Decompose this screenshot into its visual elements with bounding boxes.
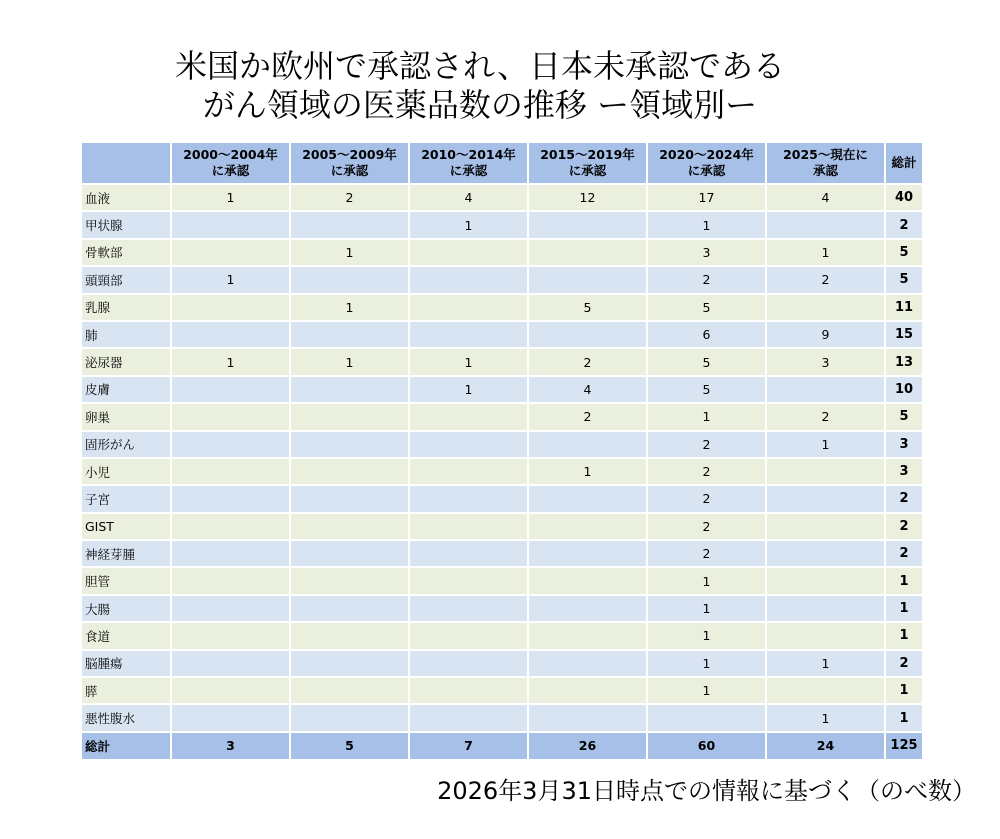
table-row bbox=[82, 459, 922, 486]
count-cell bbox=[529, 678, 648, 705]
table-row bbox=[82, 486, 922, 513]
count-cell: 2 bbox=[648, 486, 767, 513]
row-label: 大腸 bbox=[82, 596, 172, 623]
count-cell bbox=[291, 267, 410, 294]
count-cell bbox=[529, 322, 648, 349]
count-cell: 3 bbox=[648, 240, 767, 267]
total-row bbox=[82, 733, 922, 759]
count-cell bbox=[410, 459, 529, 486]
row-label: 皮膚 bbox=[82, 377, 172, 404]
row-total-cell: 5 bbox=[886, 404, 922, 431]
table-row bbox=[82, 267, 922, 294]
count-cell bbox=[291, 568, 410, 595]
count-cell: 1 bbox=[767, 651, 886, 678]
count-cell bbox=[767, 459, 886, 486]
row-label: 子宮 bbox=[82, 486, 172, 513]
count-cell: 2 bbox=[648, 541, 767, 568]
row-label: 骨軟部 bbox=[82, 240, 172, 267]
count-cell bbox=[172, 623, 291, 650]
row-total-cell: 2 bbox=[886, 514, 922, 541]
count-cell bbox=[291, 322, 410, 349]
count-cell bbox=[172, 541, 291, 568]
count-cell bbox=[410, 568, 529, 595]
row-total-cell: 3 bbox=[886, 459, 922, 486]
count-cell: 1 bbox=[291, 295, 410, 322]
count-cell: 2 bbox=[767, 267, 886, 294]
row-label: 神経芽腫 bbox=[82, 541, 172, 568]
row-label: GIST bbox=[82, 514, 172, 541]
count-cell bbox=[291, 596, 410, 623]
count-cell: 4 bbox=[529, 377, 648, 404]
row-label: 泌尿器 bbox=[82, 349, 172, 376]
count-cell: 1 bbox=[410, 212, 529, 239]
row-label: 甲状腺 bbox=[82, 212, 172, 239]
count-cell: 1 bbox=[648, 568, 767, 595]
table-row bbox=[82, 295, 922, 322]
count-cell bbox=[410, 596, 529, 623]
count-cell: 2 bbox=[767, 404, 886, 431]
table-row bbox=[82, 240, 922, 267]
count-cell bbox=[410, 678, 529, 705]
row-label: 乳腺 bbox=[82, 295, 172, 322]
count-cell bbox=[291, 623, 410, 650]
row-label: 肺 bbox=[82, 322, 172, 349]
count-cell bbox=[172, 212, 291, 239]
count-cell bbox=[529, 568, 648, 595]
row-total-cell: 1 bbox=[886, 568, 922, 595]
count-cell bbox=[172, 705, 291, 732]
total-cell: 60 bbox=[648, 733, 767, 759]
row-label: 悪性腹水 bbox=[82, 705, 172, 732]
count-cell bbox=[172, 514, 291, 541]
row-label: 膵 bbox=[82, 678, 172, 705]
count-cell: 1 bbox=[648, 212, 767, 239]
row-total-cell: 2 bbox=[886, 486, 922, 513]
count-cell bbox=[648, 705, 767, 732]
row-label: 固形がん bbox=[82, 432, 172, 459]
count-cell bbox=[767, 623, 886, 650]
count-cell: 2 bbox=[291, 185, 410, 212]
row-label: 卵巣 bbox=[82, 404, 172, 431]
count-cell bbox=[172, 377, 291, 404]
count-cell bbox=[529, 486, 648, 513]
total-cell: 26 bbox=[529, 733, 648, 759]
count-cell: 9 bbox=[767, 322, 886, 349]
table-row bbox=[82, 432, 922, 459]
table-header-row bbox=[82, 143, 922, 185]
row-total-cell: 1 bbox=[886, 678, 922, 705]
row-total-cell: 1 bbox=[886, 596, 922, 623]
count-cell bbox=[410, 295, 529, 322]
title-line-1: 米国か欧州で承認され、日本未承認である bbox=[175, 47, 785, 85]
count-cell: 1 bbox=[767, 240, 886, 267]
count-cell: 1 bbox=[648, 651, 767, 678]
table-row bbox=[82, 349, 922, 376]
total-cell: 3 bbox=[172, 733, 291, 759]
count-cell bbox=[410, 486, 529, 513]
count-cell: 1 bbox=[529, 459, 648, 486]
header-2025-present: 2025～現在に 承認 bbox=[767, 143, 886, 185]
header-2020-2024: 2020～2024年 に承認 bbox=[648, 143, 767, 185]
count-cell: 1 bbox=[410, 377, 529, 404]
table-row bbox=[82, 541, 922, 568]
total-cell: 7 bbox=[410, 733, 529, 759]
row-label: 小児 bbox=[82, 459, 172, 486]
count-cell: 1 bbox=[291, 349, 410, 376]
count-cell: 5 bbox=[648, 377, 767, 404]
count-cell: 4 bbox=[767, 185, 886, 212]
row-label: 血液 bbox=[82, 185, 172, 212]
row-total-cell: 13 bbox=[886, 349, 922, 376]
count-cell bbox=[410, 623, 529, 650]
count-cell bbox=[410, 404, 529, 431]
count-cell bbox=[529, 514, 648, 541]
count-cell bbox=[410, 541, 529, 568]
table-row bbox=[82, 514, 922, 541]
table-row bbox=[82, 678, 922, 705]
count-cell: 1 bbox=[767, 432, 886, 459]
count-cell bbox=[291, 404, 410, 431]
count-cell bbox=[767, 678, 886, 705]
count-cell bbox=[529, 623, 648, 650]
count-cell: 2 bbox=[648, 459, 767, 486]
count-cell bbox=[529, 240, 648, 267]
count-cell bbox=[767, 486, 886, 513]
count-cell bbox=[410, 651, 529, 678]
count-cell bbox=[291, 651, 410, 678]
count-cell: 1 bbox=[648, 596, 767, 623]
total-cell: 24 bbox=[767, 733, 886, 759]
count-cell: 1 bbox=[648, 623, 767, 650]
row-label: 頭頸部 bbox=[82, 267, 172, 294]
count-cell bbox=[172, 596, 291, 623]
approval-table bbox=[82, 143, 922, 759]
count-cell: 1 bbox=[767, 705, 886, 732]
count-cell bbox=[291, 541, 410, 568]
count-cell bbox=[172, 678, 291, 705]
count-cell bbox=[291, 377, 410, 404]
header-2010-2014: 2010～2014年 に承認 bbox=[410, 143, 529, 185]
count-cell bbox=[410, 267, 529, 294]
count-cell bbox=[410, 432, 529, 459]
table-row bbox=[82, 322, 922, 349]
table-row bbox=[82, 212, 922, 239]
count-cell bbox=[529, 596, 648, 623]
table-row bbox=[82, 404, 922, 431]
header-2005-2009: 2005～2009年 に承認 bbox=[291, 143, 410, 185]
count-cell: 1 bbox=[410, 349, 529, 376]
row-total-cell: 15 bbox=[886, 322, 922, 349]
count-cell bbox=[529, 432, 648, 459]
row-total-cell: 10 bbox=[886, 377, 922, 404]
header-corner bbox=[82, 143, 172, 185]
row-total-cell: 2 bbox=[886, 651, 922, 678]
count-cell bbox=[529, 651, 648, 678]
count-cell bbox=[172, 459, 291, 486]
count-cell bbox=[291, 432, 410, 459]
total-row-label: 総計 bbox=[82, 733, 172, 759]
count-cell bbox=[529, 212, 648, 239]
count-cell: 1 bbox=[648, 404, 767, 431]
count-cell bbox=[291, 459, 410, 486]
header-total: 総計 bbox=[886, 143, 922, 185]
row-label: 胆管 bbox=[82, 568, 172, 595]
count-cell: 12 bbox=[529, 185, 648, 212]
count-cell bbox=[291, 212, 410, 239]
count-cell bbox=[172, 651, 291, 678]
count-cell: 1 bbox=[648, 678, 767, 705]
count-cell bbox=[291, 514, 410, 541]
row-total-cell: 40 bbox=[886, 185, 922, 212]
grand-total-cell: 125 bbox=[886, 733, 922, 759]
count-cell: 2 bbox=[648, 514, 767, 541]
header-2000-2004: 2000～2004年 に承認 bbox=[172, 143, 291, 185]
count-cell: 1 bbox=[291, 240, 410, 267]
count-cell: 6 bbox=[648, 322, 767, 349]
total-cell: 5 bbox=[291, 733, 410, 759]
count-cell bbox=[767, 212, 886, 239]
count-cell: 2 bbox=[529, 349, 648, 376]
count-cell bbox=[172, 568, 291, 595]
count-cell bbox=[529, 705, 648, 732]
count-cell bbox=[767, 295, 886, 322]
count-cell bbox=[767, 596, 886, 623]
count-cell bbox=[410, 240, 529, 267]
count-cell bbox=[172, 432, 291, 459]
count-cell: 1 bbox=[172, 267, 291, 294]
table-row bbox=[82, 705, 922, 732]
count-cell: 4 bbox=[410, 185, 529, 212]
count-cell: 1 bbox=[172, 185, 291, 212]
row-total-cell: 2 bbox=[886, 212, 922, 239]
table-row bbox=[82, 377, 922, 404]
count-cell: 2 bbox=[648, 267, 767, 294]
count-cell bbox=[172, 322, 291, 349]
count-cell: 5 bbox=[648, 349, 767, 376]
count-cell: 2 bbox=[648, 432, 767, 459]
count-cell bbox=[172, 240, 291, 267]
count-cell: 2 bbox=[529, 404, 648, 431]
footnote: 2026年3月31日時点での情報に基づく（のべ数） bbox=[437, 777, 976, 805]
count-cell bbox=[172, 486, 291, 513]
row-total-cell: 2 bbox=[886, 541, 922, 568]
count-cell: 1 bbox=[172, 349, 291, 376]
title-line-2: がん領域の医薬品数の推移 ー領域別ー bbox=[202, 86, 758, 124]
header-2015-2019: 2015～2019年 に承認 bbox=[529, 143, 648, 185]
row-total-cell: 1 bbox=[886, 623, 922, 650]
table-row bbox=[82, 185, 922, 212]
count-cell bbox=[529, 267, 648, 294]
count-cell bbox=[767, 377, 886, 404]
count-cell bbox=[529, 541, 648, 568]
table-row bbox=[82, 623, 922, 650]
count-cell bbox=[172, 295, 291, 322]
count-cell bbox=[767, 541, 886, 568]
table-row bbox=[82, 651, 922, 678]
count-cell bbox=[410, 705, 529, 732]
count-cell bbox=[410, 322, 529, 349]
count-cell: 5 bbox=[648, 295, 767, 322]
count-cell bbox=[767, 514, 886, 541]
count-cell bbox=[767, 568, 886, 595]
count-cell bbox=[410, 514, 529, 541]
count-cell: 3 bbox=[767, 349, 886, 376]
row-label: 脳腫瘍 bbox=[82, 651, 172, 678]
row-total-cell: 3 bbox=[886, 432, 922, 459]
row-total-cell: 5 bbox=[886, 240, 922, 267]
row-total-cell: 11 bbox=[886, 295, 922, 322]
count-cell bbox=[291, 486, 410, 513]
row-total-cell: 1 bbox=[886, 705, 922, 732]
count-cell bbox=[291, 705, 410, 732]
row-label: 食道 bbox=[82, 623, 172, 650]
table-row bbox=[82, 568, 922, 595]
count-cell bbox=[291, 678, 410, 705]
count-cell bbox=[172, 404, 291, 431]
row-total-cell: 5 bbox=[886, 267, 922, 294]
count-cell: 5 bbox=[529, 295, 648, 322]
count-cell: 17 bbox=[648, 185, 767, 212]
table-row bbox=[82, 596, 922, 623]
